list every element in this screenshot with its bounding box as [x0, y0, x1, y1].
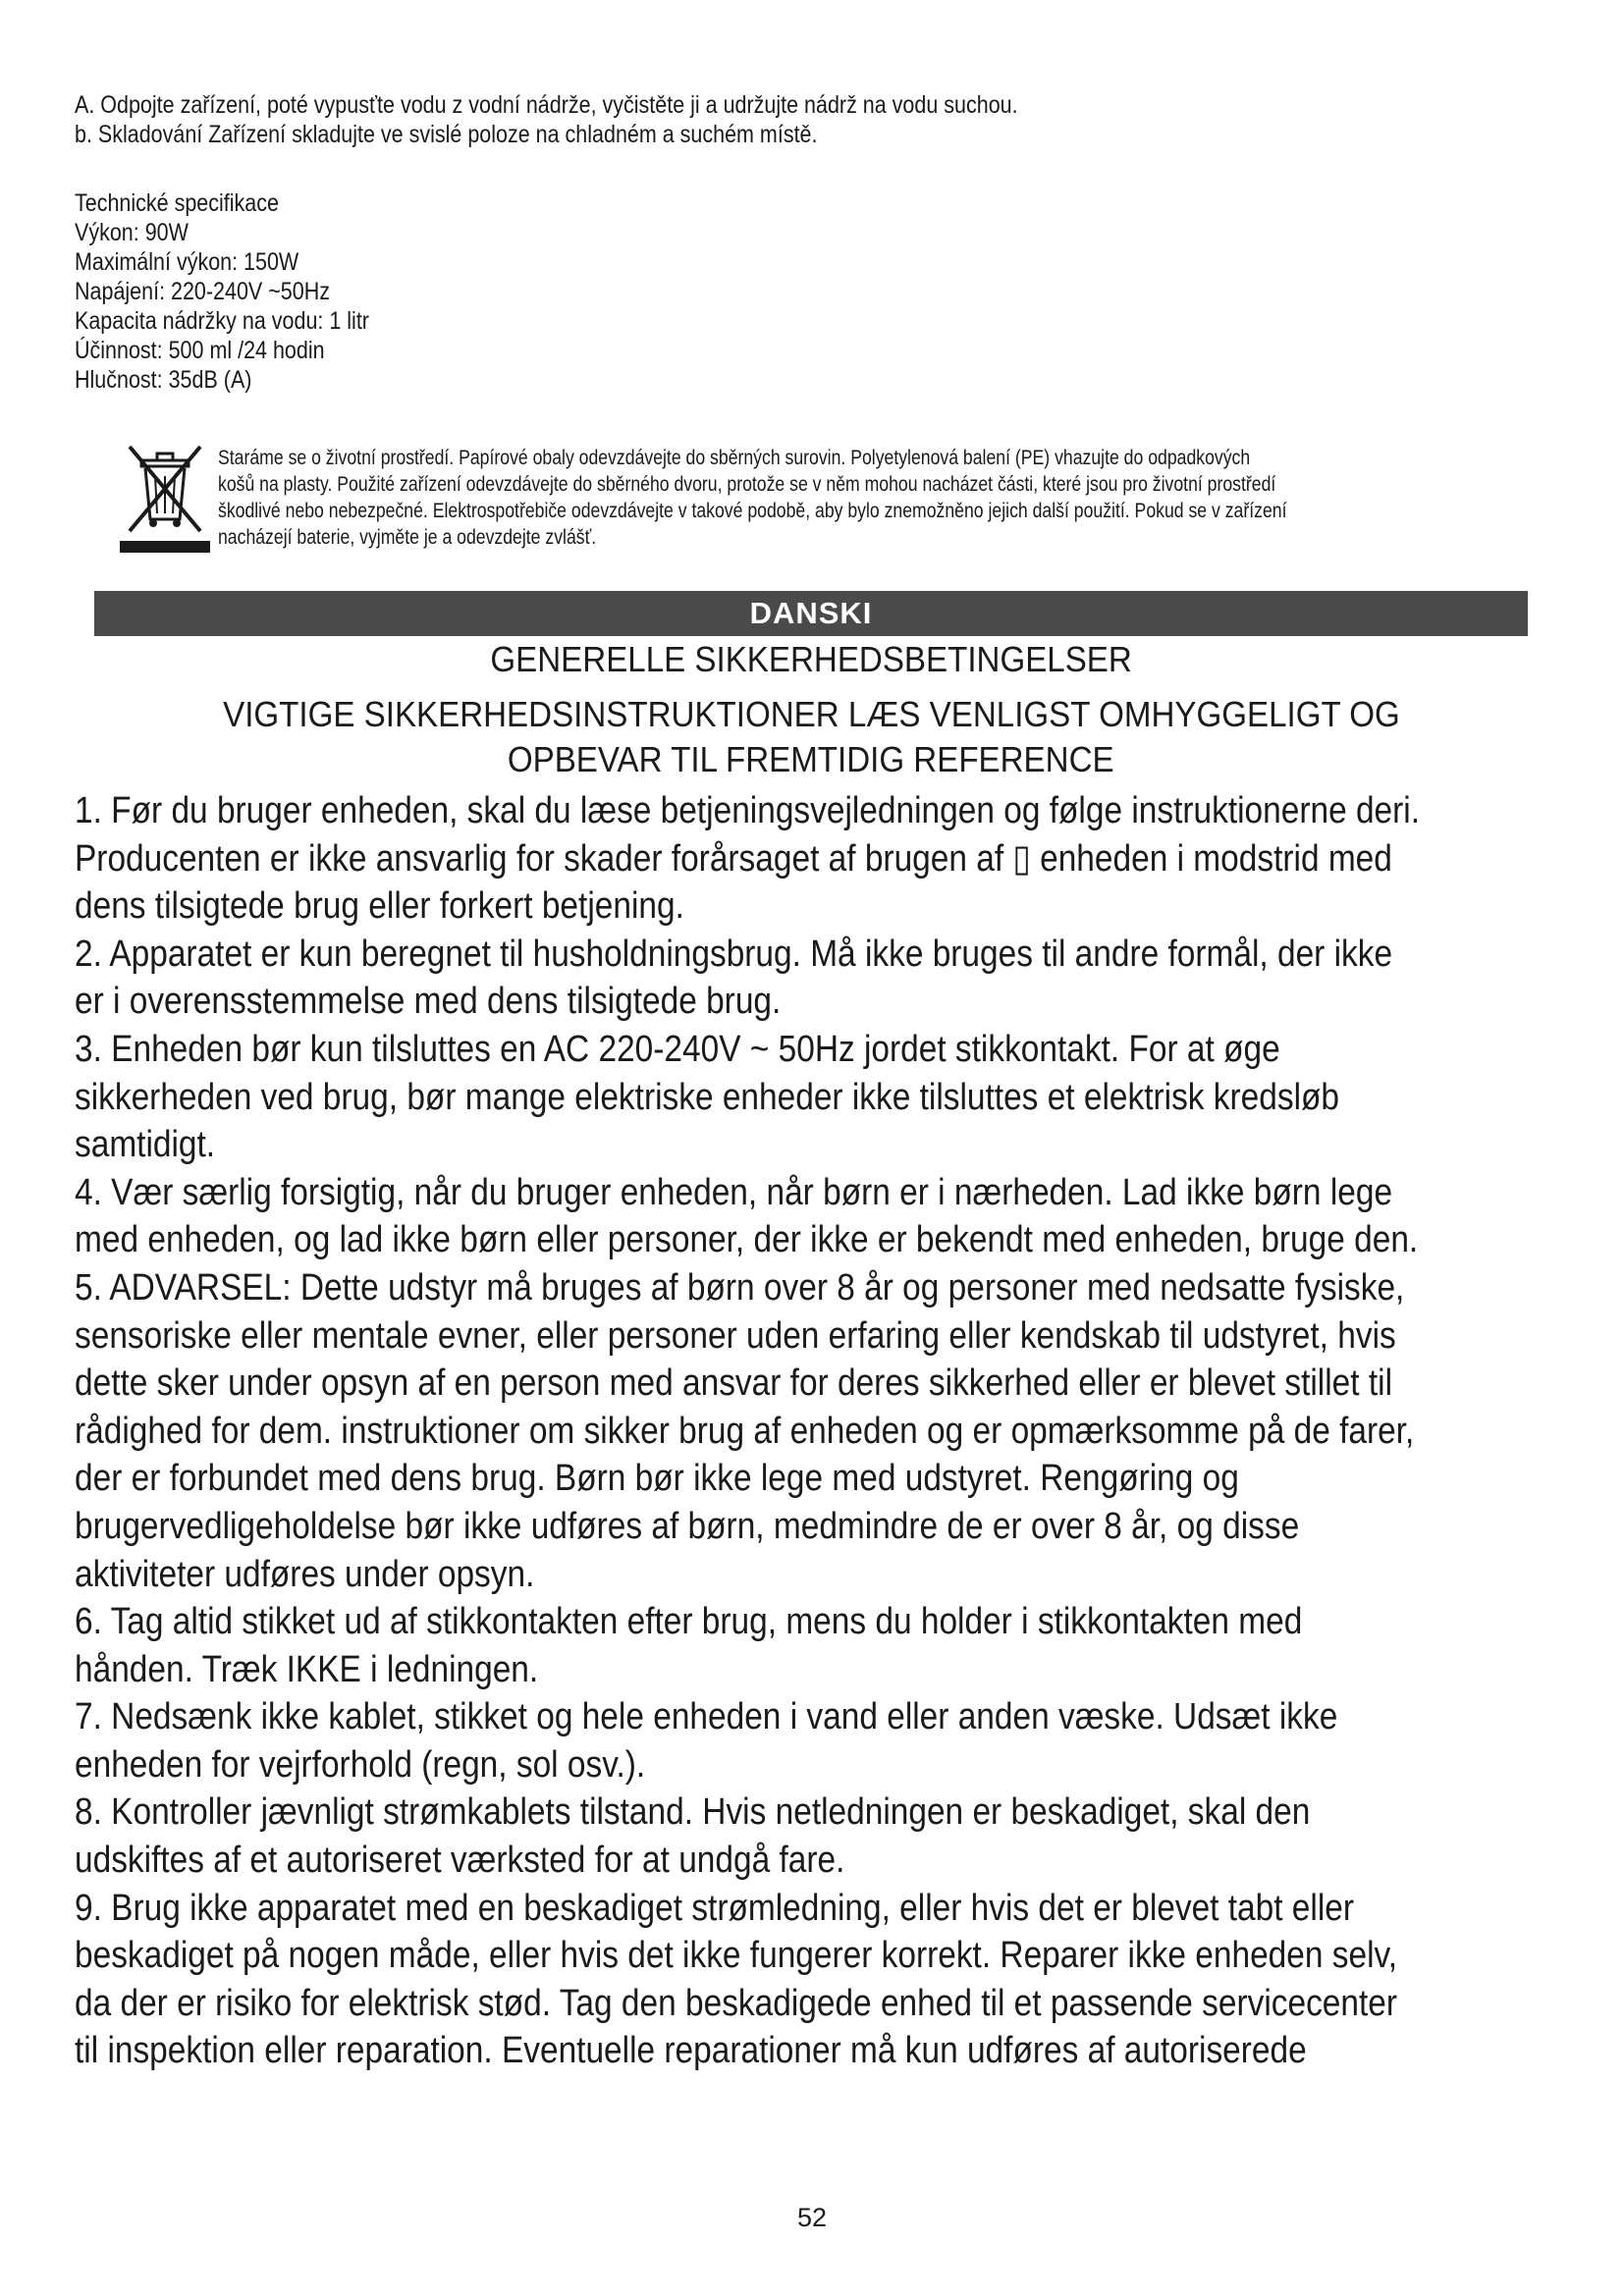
environment-text [218, 445, 1521, 551]
instruction-line: Producenten er ikke ansvarlig for skader forårsaget af brugen af ▯ enheden i modstrid med [75, 837, 1392, 880]
safety-instructions [75, 787, 1543, 2075]
instruction-line: 7. Nedsænk ikke kablet, stikket og hele enheden i vand eller anden væske. Udsæt ikke [75, 1696, 1338, 1738]
instruction-line: er i overensstemmelse med dens tilsigtede brug. [75, 981, 782, 1023]
instruction-line: dens tilsigtede brug eller forkert betjening. [75, 885, 684, 928]
spec-line: Výkon: 90W [75, 219, 189, 246]
instruction-line: enheden for vejrforhold (regn, sol osv.). [75, 1743, 646, 1786]
safety-heading [94, 693, 1528, 736]
spec-line: Kapacita nádržky na vodu: 1 litr [75, 307, 369, 335]
environment-line: Staráme se o životní prostředí. Papírové obaly odevzdávejte do sběrných surovin. Polyetylenová balení (PE) vhazujte do odpadkových [218, 447, 1251, 469]
environment-line: škodlivé nebo nebezpečné. Elektrospotřebiče odevzdávejte v takové podobě, aby bylo znemožněno jejich další použití. Pokud se v zařízení [218, 500, 1287, 522]
instruction-line: 4. Vær særlig forsigtig, når du bruger enheden, når børn er i nærheden. Lad ikke børn lege [75, 1171, 1393, 1213]
safety-heading-cont-text: OPBEVAR TIL FREMTIDIG REFERENCE [508, 739, 1114, 779]
safety-heading-text: VIGTIGE SIKKERHEDSINSTRUKTIONER LÆS VENLIGST OMHYGGELIGT OG [222, 694, 1400, 734]
instruction-line: til inspektion eller reparation. Eventuelle reparationer må kun udføres af autoriserede [75, 2030, 1307, 2072]
safety-heading-cont [94, 738, 1528, 781]
instruction-line: dette sker under opsyn af en person med ansvar for deres sikkerhed eller er blevet stillet til [75, 1362, 1392, 1405]
crossed-out-bin-icon [116, 439, 214, 555]
care-line: A. Odpojte zařízení, poté vypusťte vodu z vodní nádrže, vyčistěte ji a udržujte nádrž na vodu suchou. [75, 91, 1018, 119]
environment-notice [116, 439, 1549, 555]
instruction-line: aktiviteter udføres under opsyn. [75, 1553, 535, 1595]
instruction-line: 5. ADVARSEL: Dette udstyr må bruges af børn over 8 år og personer med nedsatte fysiske, [75, 1266, 1405, 1308]
spec-title: Technické specifikace [75, 189, 279, 217]
section-heading [94, 638, 1528, 681]
instruction-line: samtidigt. [75, 1124, 216, 1166]
spec-line: Napájení: 220-240V ~50Hz [75, 278, 330, 305]
instruction-line: beskadiget på nogen måde, eller hvis det ikke fungerer korrekt. Reparer ikke enheden selv, [75, 1935, 1398, 1977]
instruction-line: da der er risiko for elektrisk stød. Tag den beskadigede enhed til et passende servicecenter [75, 1982, 1398, 2024]
instruction-line: der er forbundet med dens brug. Børn bør ikke lege med udstyret. Rengøring og [75, 1458, 1239, 1500]
instruction-line: sensoriske eller mentale evner, eller personer uden erfaring eller kendskab til udstyret, hvis [75, 1314, 1396, 1357]
environment-line: nacházejí baterie, vyjměte je a odevzdejte zvlášť. [218, 526, 597, 549]
instruction-line: 8. Kontroller jævnligt strømkablets tilstand. Hvis netledningen er beskadiget, skal den [75, 1791, 1311, 1834]
instruction-line: med enheden, og lad ikke børn eller personer, der ikke er bekendt med enheden, bruge den. [75, 1219, 1419, 1261]
environment-line: košů na plasty. Použité zařízení odevzdávejte do sběrného dvoru, protože se v něm mohou nacházet části, které jsou pro životní prostředí [218, 473, 1276, 496]
care-line: b. Skladování Zařízení skladujte ve svislé poloze na chladném a suchém místě. [75, 121, 818, 148]
instruction-line: 2. Apparatet er kun beregnet til husholdningsbrug. Må ikke bruges til andre formål, der ikke [75, 933, 1393, 975]
instruction-line: udskiftes af et autoriseret værksted for at undgå fare. [75, 1840, 845, 1882]
instruction-line: sikkerheden ved brug, bør mange elektriske enheder ikke tilsluttes et elektrisk kredsløb [75, 1076, 1340, 1118]
instruction-line: 6. Tag altid stikket ud af stikkontakten efter brug, mens du holder i stikkontakten med [75, 1601, 1303, 1643]
instruction-line: 1. Før du bruger enheden, skal du læse betjeningsvejledningen og følge instruktionerne deri. [75, 790, 1421, 831]
page-number: 52 [796, 2203, 828, 2232]
language-section-header: DANSKI [94, 591, 1528, 636]
instruction-line: brugervedligeholdelse bør ikke udføres af børn, medmindre de er over 8 år, og disse [75, 1505, 1300, 1547]
spec-line: Účinnost: 500 ml /24 hodin [75, 337, 325, 364]
spec-line: Maximální výkon: 150W [75, 248, 299, 276]
instruction-line: rådighed for dem. instruktioner om sikker brug af enheden og er opmærksomme på de farer, [75, 1410, 1415, 1452]
instruction-line: 9. Brug ikke apparatet med en beskadiget strømledning, eller hvis det er blevet tabt eller [75, 1887, 1355, 1929]
instruction-line: 3. Enheden bør kun tilsluttes en AC 220-240V ~ 50Hz jordet stikkontakt. For at øge [75, 1028, 1280, 1070]
spec-line: Hlučnost: 35dB (A) [75, 366, 252, 394]
section-heading-text: GENERELLE SIKKERHEDSBETINGELSER [490, 639, 1132, 679]
instruction-line: hånden. Træk IKKE i ledningen. [75, 1648, 539, 1690]
czech-section [75, 90, 1341, 395]
